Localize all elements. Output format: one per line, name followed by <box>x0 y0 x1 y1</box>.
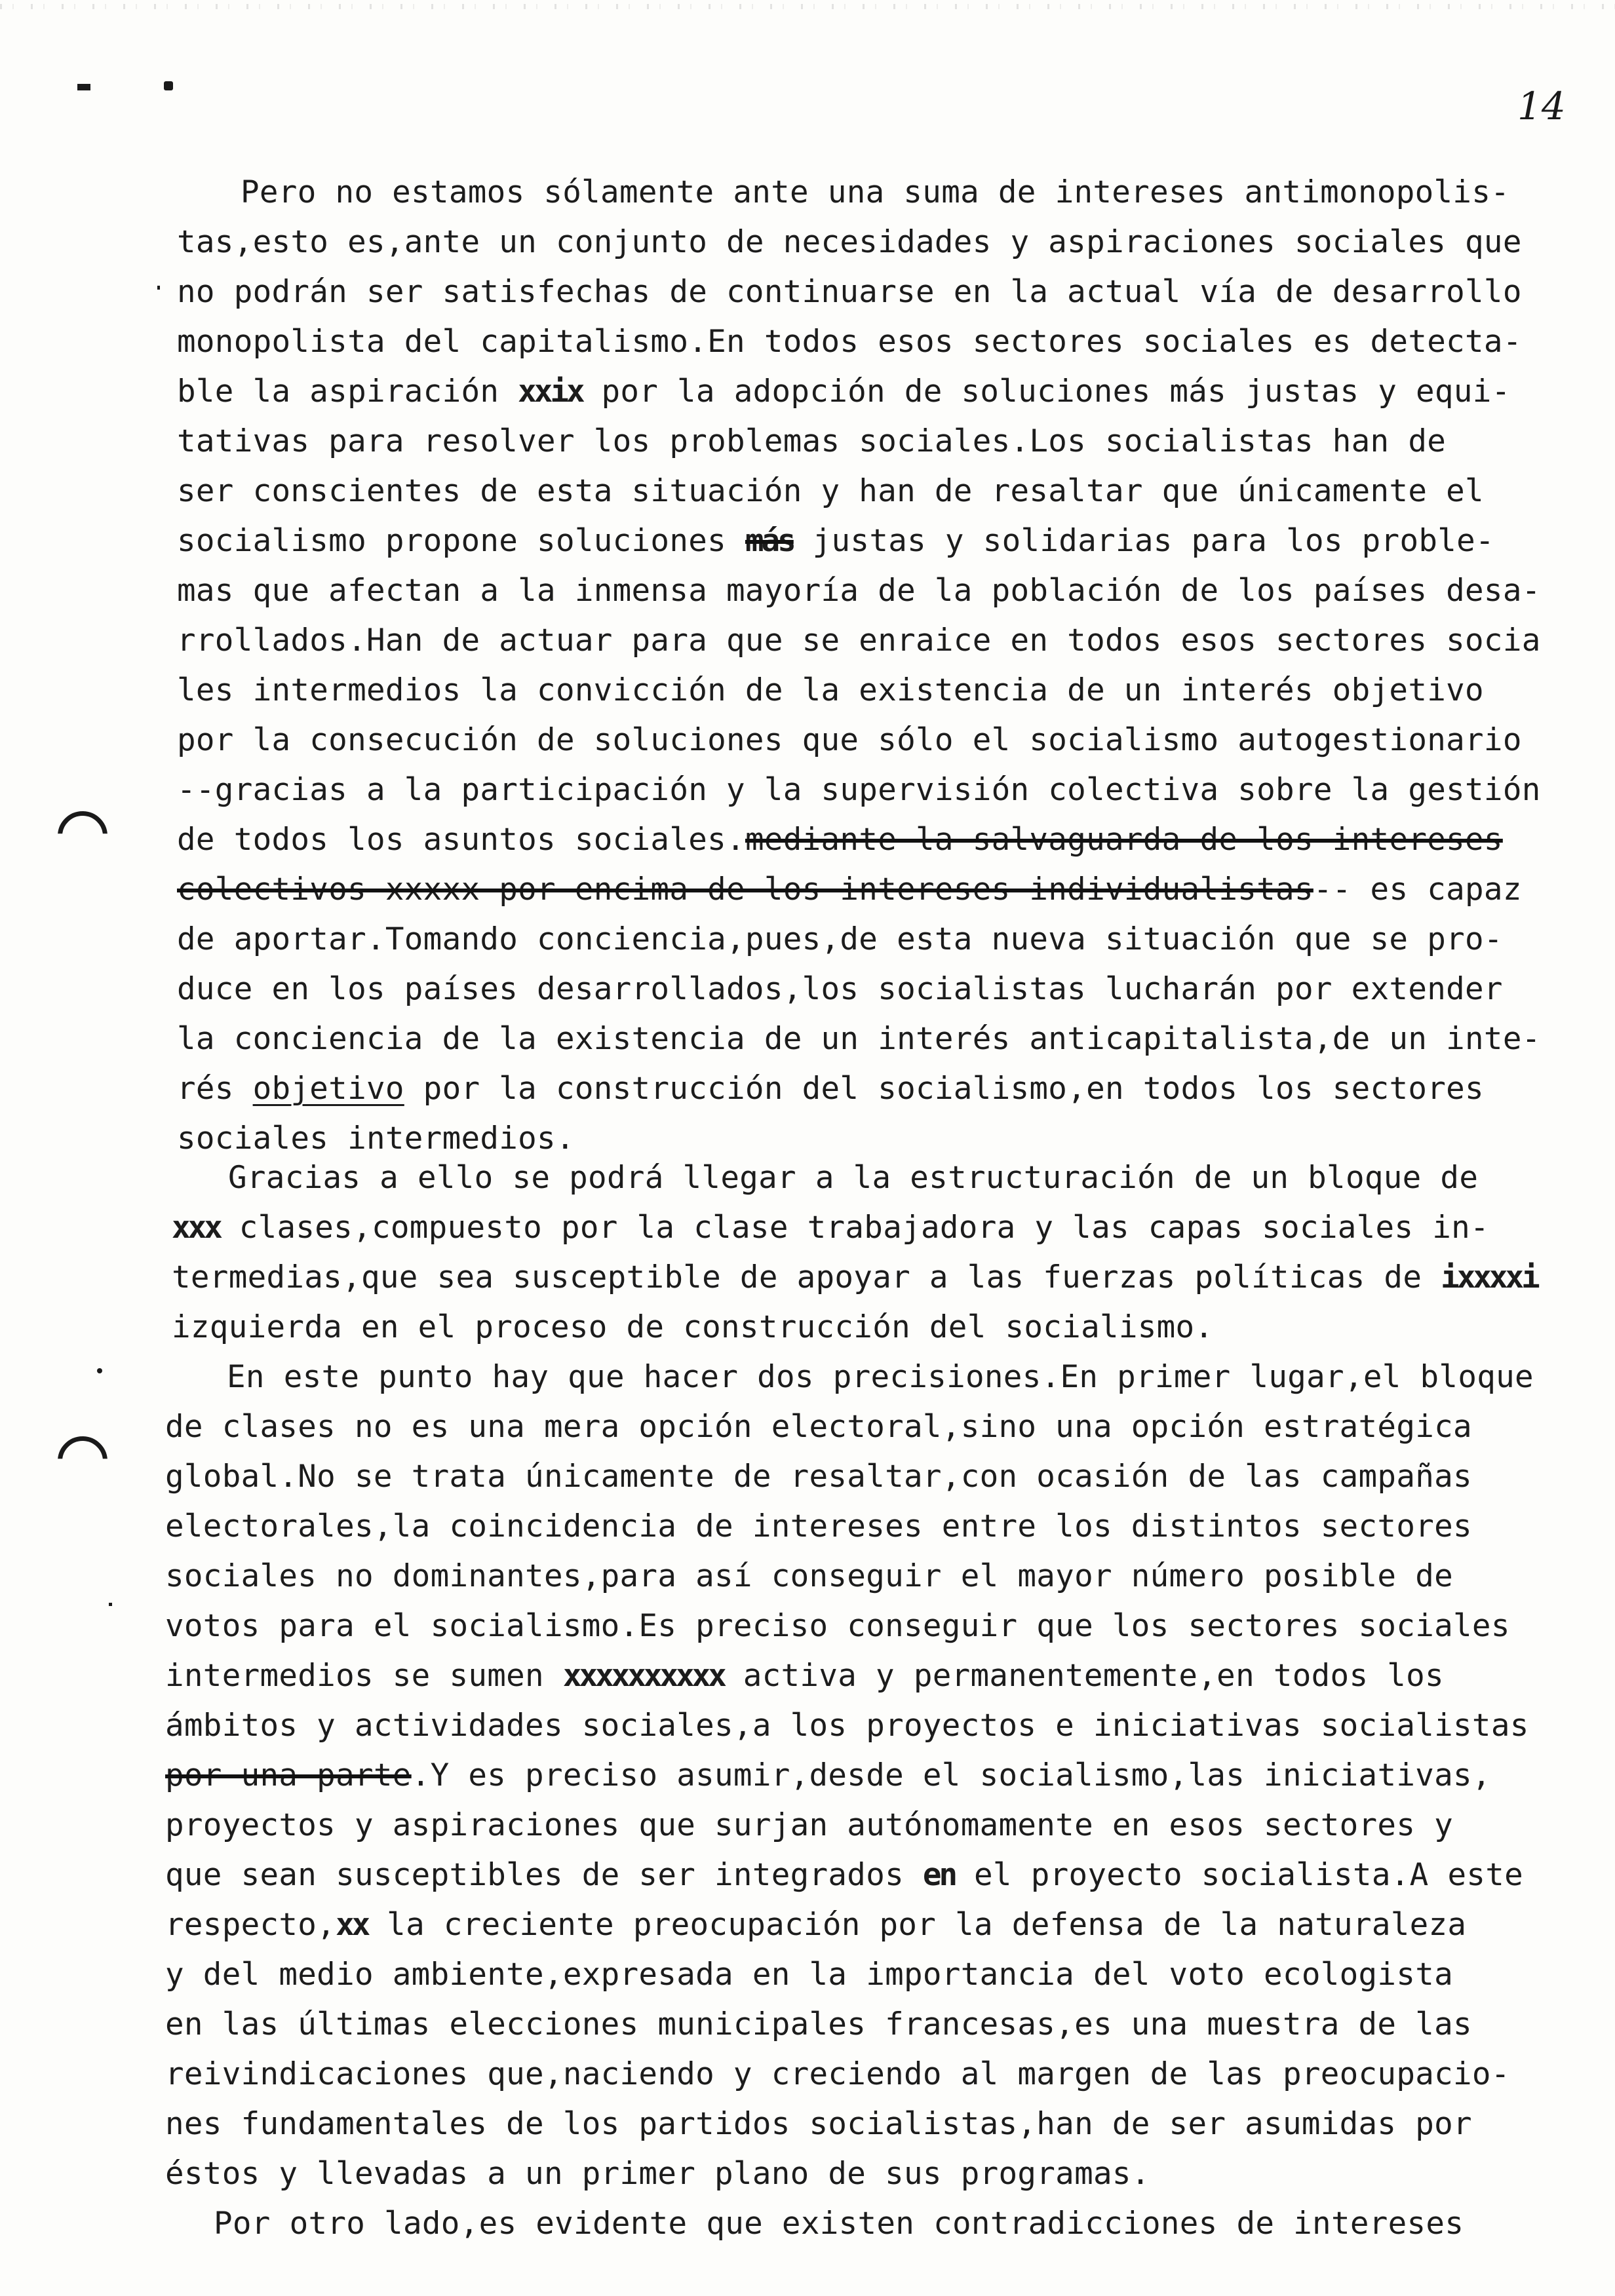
struck-passage: mediante la salvaguarda de los intereses <box>745 822 1503 858</box>
text-line: reivindicaciones que,naciendo y creciendo al margen de las preocupacio- <box>165 2056 1510 2092</box>
text-line: proyectos y aspiraciones que surjan autónomamente en esos sectores y <box>165 1807 1454 1843</box>
xed-out-word: ixxxxi <box>1441 1259 1538 1295</box>
text-line: votos para el socialismo.Es preciso conseguir que los sectores sociales <box>165 1608 1510 1644</box>
text-line: tas,esto es,ante un conjunto de necesidades y aspiraciones sociales que <box>177 224 1522 260</box>
scan-dot-3 <box>109 1603 112 1606</box>
text-line: la conciencia de la existencia de un interés anticapitalista,de un inte- <box>177 1021 1541 1057</box>
xed-out-word: xxx <box>172 1210 220 1246</box>
text-line: por la consecución de soluciones que sólo el socialismo autogestionario <box>177 722 1522 758</box>
underlined-word: objetivo <box>252 1071 404 1107</box>
text-line <box>165 1660 1444 1692</box>
text-line <box>177 523 1494 559</box>
text-segment: justas y solidarias para los proble- <box>793 523 1494 559</box>
text-segment: -- es capaz <box>1313 871 1522 908</box>
text-line: sociales no dominantes,para así conseguir el mayor número posible de <box>165 1558 1454 1594</box>
text-line: nes fundamentales de los partidos socialistas,han de ser asumidas por <box>165 2106 1472 2142</box>
struck-passage: por una parte <box>165 1757 412 1793</box>
struck-passage: colectivos xxxxx por encima de los intereses individualistas <box>177 871 1313 908</box>
text-line: izquierda en el proceso de construcción del socialismo. <box>172 1309 1214 1345</box>
scan-dot-1 <box>97 1368 102 1373</box>
text-line: tativas para resolver los problemas sociales.Los socialistas han de <box>177 423 1447 459</box>
text-line <box>172 1212 1489 1244</box>
text-line <box>165 1857 1524 1893</box>
text-line: rrollados.Han de actuar para que se enraice en todos esos sectores socia <box>177 622 1541 659</box>
text-segment: respecto, <box>165 1907 336 1943</box>
text-segment: activa y permanentemente,en todos los <box>724 1658 1444 1694</box>
overtyped-word: en <box>922 1857 956 1893</box>
xed-out-word: xxix <box>518 373 583 410</box>
punch-hole-bottom <box>58 1436 107 1486</box>
text-line: duce en los países desarrollados,los socialistas lucharán por extender <box>177 971 1503 1007</box>
text-line <box>165 1757 1491 1793</box>
scan-mark-left <box>77 84 90 90</box>
text-line: Gracias a ello se podrá llegar a la estructuración de un bloque de <box>228 1160 1479 1196</box>
text-line: Por otro lado,es evidente que existen contradicciones de intereses <box>214 2206 1464 2242</box>
text-segment: rés <box>177 1071 253 1107</box>
text-line: electorales,la coincidencia de intereses entre los distintos sectores <box>165 1508 1472 1544</box>
text-line: éstos y llevadas a un primer plano de sus programas. <box>165 2156 1150 2192</box>
text-segment: clases,compuesto por la clase trabajadora y las capas sociales in- <box>220 1210 1489 1246</box>
scan-mark-right <box>164 81 173 90</box>
text-line: sociales intermedios. <box>177 1120 575 1157</box>
text-segment: la creciente preocupación por la defensa de la naturaleza <box>368 1907 1467 1943</box>
text-line <box>177 871 1522 908</box>
text-line: monopolista del capitalismo.En todos esos sectores sociales es detecta- <box>177 324 1522 360</box>
text-line <box>177 1073 1484 1105</box>
text-line <box>177 373 1511 410</box>
scan-dot-2 <box>157 286 160 290</box>
text-line: Pero no estamos sólamente ante una suma de intereses antimonopolis- <box>241 174 1510 210</box>
text-line <box>165 1909 1466 1941</box>
text-line: en las últimas elecciones municipales francesas,es una muestra de las <box>165 2006 1472 2042</box>
struck-word: más <box>745 523 794 559</box>
text-segment: que sean susceptibles de ser integrados <box>165 1857 923 1893</box>
text-line <box>177 824 1503 856</box>
text-line: y del medio ambiente,expresada en la importancia del voto ecologista <box>165 1957 1454 1993</box>
text-line: de aportar.Tomando conciencia,pues,de esta nueva situación que se pro- <box>177 921 1503 957</box>
text-segment: por la adopción de soluciones más justas y equi- <box>582 373 1511 410</box>
xed-out-word: xxxxxxxxxx <box>562 1658 724 1694</box>
text-line: ámbitos y actividades sociales,a los proyectos e iniciativas socialistas <box>165 1708 1529 1744</box>
text-segment: termedias,que sea susceptible de apoyar a las fuerzas políticas de <box>172 1259 1441 1295</box>
text-segment: ble la aspiración <box>177 373 518 410</box>
text-segment: por la construcción del socialismo,en todos los sectores <box>404 1071 1484 1107</box>
text-line: no podrán ser satisfechas de continuarse en la actual vía de desarrollo <box>177 274 1522 310</box>
text-line: --gracias a la participación y la supervisión colectiva sobre la gestión <box>177 772 1541 808</box>
text-segment: intermedios se sumen <box>165 1658 563 1694</box>
text-line: les intermedios la convicción de la existencia de un interés objetivo <box>177 672 1484 708</box>
text-line: mas que afectan a la inmensa mayoría de la población de los países desa- <box>177 573 1541 609</box>
text-segment: el proyecto socialista.A este <box>955 1857 1524 1893</box>
text-line: global.No se trata únicamente de resaltar,con ocasión de las campañas <box>165 1459 1472 1495</box>
text-line: ser conscientes de esta situación y han de resaltar que únicamente el <box>177 473 1484 509</box>
text-line <box>172 1259 1538 1295</box>
text-segment: .Y es preciso asumir,desde el socialismo,las iniciativas, <box>411 1757 1491 1793</box>
text-segment: de todos los asuntos sociales. <box>177 822 745 858</box>
text-line: En este punto hay que hacer dos precisiones.En primer lugar,el bloque <box>227 1359 1534 1395</box>
xed-out-word: xx <box>336 1907 368 1943</box>
text-line: de clases no es una mera opción electoral,sino una opción estratégica <box>165 1409 1472 1445</box>
text-segment: socialismo propone soluciones <box>177 523 745 559</box>
punch-hole-top <box>58 811 107 861</box>
page-number: 14 <box>1517 84 1566 128</box>
scan-edge-noise <box>0 4 1615 9</box>
